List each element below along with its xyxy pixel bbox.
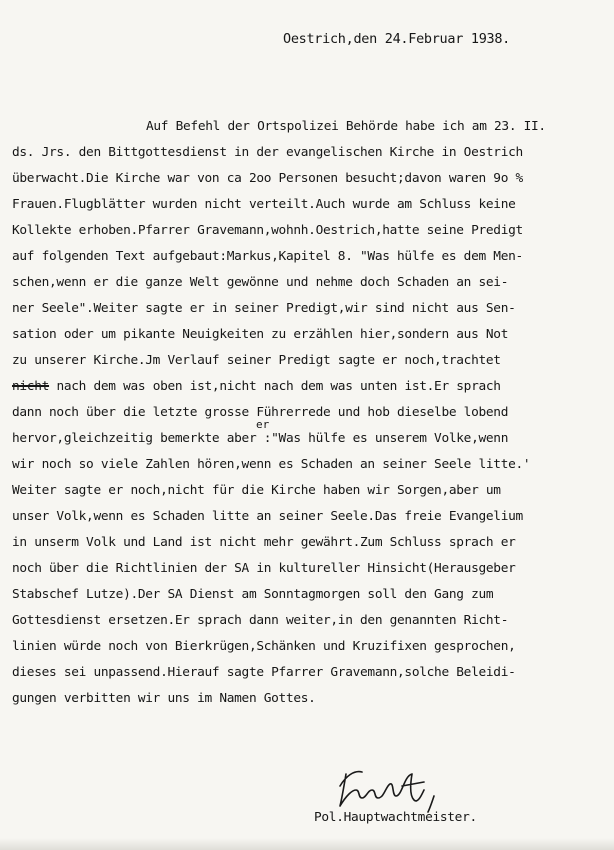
inserted-word: er xyxy=(256,418,270,431)
report-line: sation oder um pikante Neuigkeiten zu erzählen hier,sondern aus Not xyxy=(12,327,509,342)
report-line: Frauen.Flugblätter wurden nicht verteilt.Auch wurde am Schluss keine xyxy=(12,197,516,212)
report-line: gungen verbitten wir uns im Namen Gottes. xyxy=(12,691,316,706)
report-line: wir noch so viele Zahlen hören,wenn es Schaden an seiner Seele litte.' xyxy=(12,457,531,472)
report-line: auf folgenden Text aufgebaut:Markus,Kapitel 8. "Was hülfe es dem Men- xyxy=(12,249,523,264)
report-body xyxy=(12,114,608,712)
report-line: unser Volk,wenn es Schaden litte an seiner Seele.Das freie Evangelium xyxy=(12,509,523,524)
report-line-with-strikeout xyxy=(12,374,608,400)
report-line: Weiter sagte er noch,nicht für die Kirche haben wir Sorgen,aber um xyxy=(12,483,501,498)
report-line: noch über die Richtlinien der SA in kultureller Hinsicht(Herausgeber xyxy=(12,561,516,576)
report-line: in unserm Volk und Land ist nicht mehr gewährt.Zum Schluss sprach er xyxy=(12,535,516,550)
date-line: Oestrich,den 24.Februar 1938. xyxy=(283,31,511,47)
report-line: hervor,gleichzeitig bemerkte aber :"Was hülfe es unserem Volke,wenn xyxy=(12,431,509,446)
report-line: Stabschef Lutze).Der SA Dienst am Sonntagmorgen soll den Gang zum xyxy=(12,587,494,602)
report-line: Gottesdienst ersetzen.Er sprach dann weiter,in den genannten Richt- xyxy=(12,613,509,628)
page-bottom-edge xyxy=(0,838,614,850)
report-line: ner Seele".Weiter sagte er in seiner Predigt,wir sind nicht aus Sen- xyxy=(12,301,516,316)
report-line: zu unserer Kirche.Jm Verlauf seiner Predigt sagte er noch,trachtet xyxy=(12,353,501,368)
report-line: überwacht.Die Kirche war von ca 2oo Personen besucht;davon waren 9o % xyxy=(12,171,523,186)
report-line: linien würde noch von Bierkrügen,Schänken und Kruzifixen gesprochen, xyxy=(12,639,516,654)
report-line: schen,wenn er die ganze Welt gewönne und nehme doch Schaden an sei- xyxy=(12,275,509,290)
report-line: dieses sei unpassend.Hierauf sagte Pfarrer Gravemann,solche Beleidi- xyxy=(12,665,516,680)
report-line-rest: nach dem was oben ist,nicht nach dem was unten ist.Er sprach xyxy=(56,379,501,394)
handwritten-signature xyxy=(332,756,450,818)
signoff-title: Pol.Hauptwachtmeister. xyxy=(314,810,477,825)
report-line: ds. Jrs. den Bittgottesdienst in der evangelischen Kirche in Oestrich xyxy=(12,145,523,160)
report-line: Auf Befehl der Ortspolizei Behörde habe ich am 23. II. xyxy=(146,119,546,134)
report-line: Kollekte erhoben.Pfarrer Gravemann,wohnh.Oestrich,hatte seine Predigt xyxy=(12,223,523,238)
struck-word: nicht xyxy=(12,379,50,394)
report-line: dann noch über die letzte grosse Führerrede und hob dieselbe lobend xyxy=(12,405,509,420)
